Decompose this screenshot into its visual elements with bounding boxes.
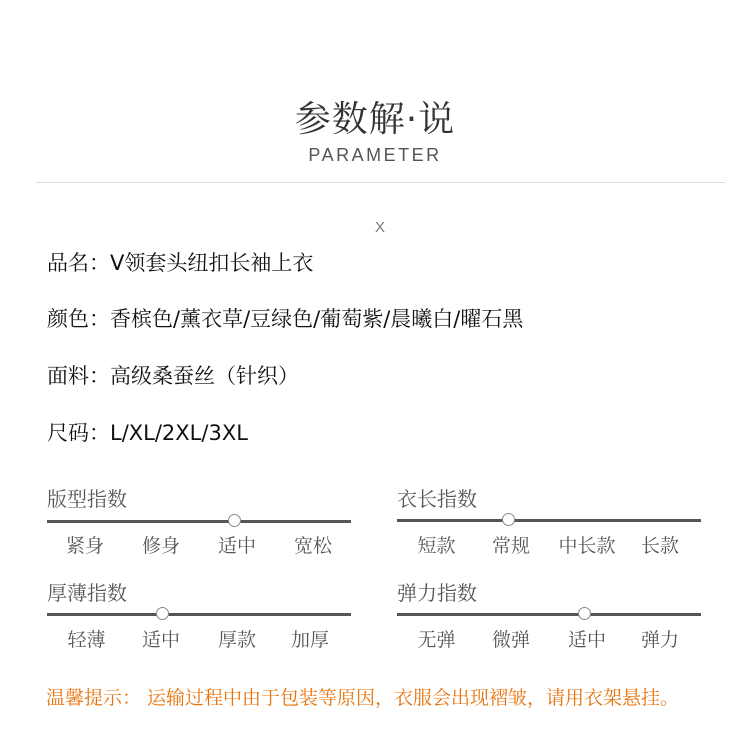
gauge-track [47, 613, 351, 616]
gauge-knob[interactable] [578, 607, 591, 620]
info-value: 香槟色/薰衣草/豆绿色/葡萄紫/晨曦白/曜石黑 [110, 307, 524, 331]
info-label: 品名： [47, 251, 110, 275]
gauge-title: 弹力指数 [397, 581, 477, 605]
info-row-product-name [47, 249, 313, 277]
gauge-option: 中长款 [558, 535, 616, 557]
gauge-option: 常规 [491, 535, 531, 557]
info-value: L/XL/2XL/3XL [110, 421, 248, 445]
gauge-option: 修身 [141, 535, 181, 557]
gauge-option: 弹力 [640, 629, 679, 651]
gauge-option: 加厚 [290, 629, 329, 651]
gauge-track [397, 613, 701, 616]
page-subtitle: PARAMETER [308, 145, 442, 165]
gauge-title: 版型指数 [47, 487, 127, 511]
gauge-track [47, 520, 351, 523]
gauge-knob[interactable] [228, 514, 241, 527]
gauge-options [397, 533, 701, 559]
gauge-option: 适中 [141, 629, 181, 651]
gauge-options [47, 533, 351, 559]
gauge-option: 宽松 [293, 535, 333, 557]
gauge-track [397, 519, 701, 522]
close-icon[interactable]: X [374, 219, 385, 236]
info-label: 面料： [47, 364, 110, 388]
gauge-title: 厚薄指数 [47, 581, 127, 605]
gauge-option: 长款 [640, 535, 679, 557]
gauge-option: 厚款 [217, 629, 257, 651]
gauge-option: 适中 [217, 535, 257, 557]
header-divider [36, 182, 725, 183]
info-label: 颜色： [47, 307, 110, 331]
gauge-option: 适中 [567, 629, 607, 651]
gauge-option: 紧身 [65, 535, 105, 557]
info-row-size [47, 419, 248, 447]
page-title: 参数解·说 [294, 99, 456, 140]
info-row-fabric [47, 362, 299, 390]
gauge-length [397, 486, 701, 586]
care-tip: 温馨提示： 运输过程中由于包装等原因，衣服会出现褶皱，请用衣架悬挂。 [46, 687, 680, 709]
gauge-option: 微弹 [491, 629, 531, 651]
gauge-option: 轻薄 [67, 629, 106, 651]
info-value: 高级桑蚕丝（针织） [110, 364, 299, 388]
info-label: 尺码： [47, 421, 110, 445]
info-value: V领套头纽扣长袖上衣 [110, 251, 314, 275]
info-row-color [47, 305, 523, 333]
gauge-options [397, 627, 701, 653]
gauge-thickness [47, 580, 351, 680]
gauge-fit [47, 486, 351, 586]
gauge-option: 无弹 [417, 629, 456, 651]
gauge-knob[interactable] [502, 513, 515, 526]
gauge-option: 短款 [417, 535, 456, 557]
gauge-options [47, 627, 351, 653]
gauge-title: 衣长指数 [397, 487, 477, 511]
gauge-knob[interactable] [156, 607, 169, 620]
gauge-elasticity [397, 580, 701, 680]
